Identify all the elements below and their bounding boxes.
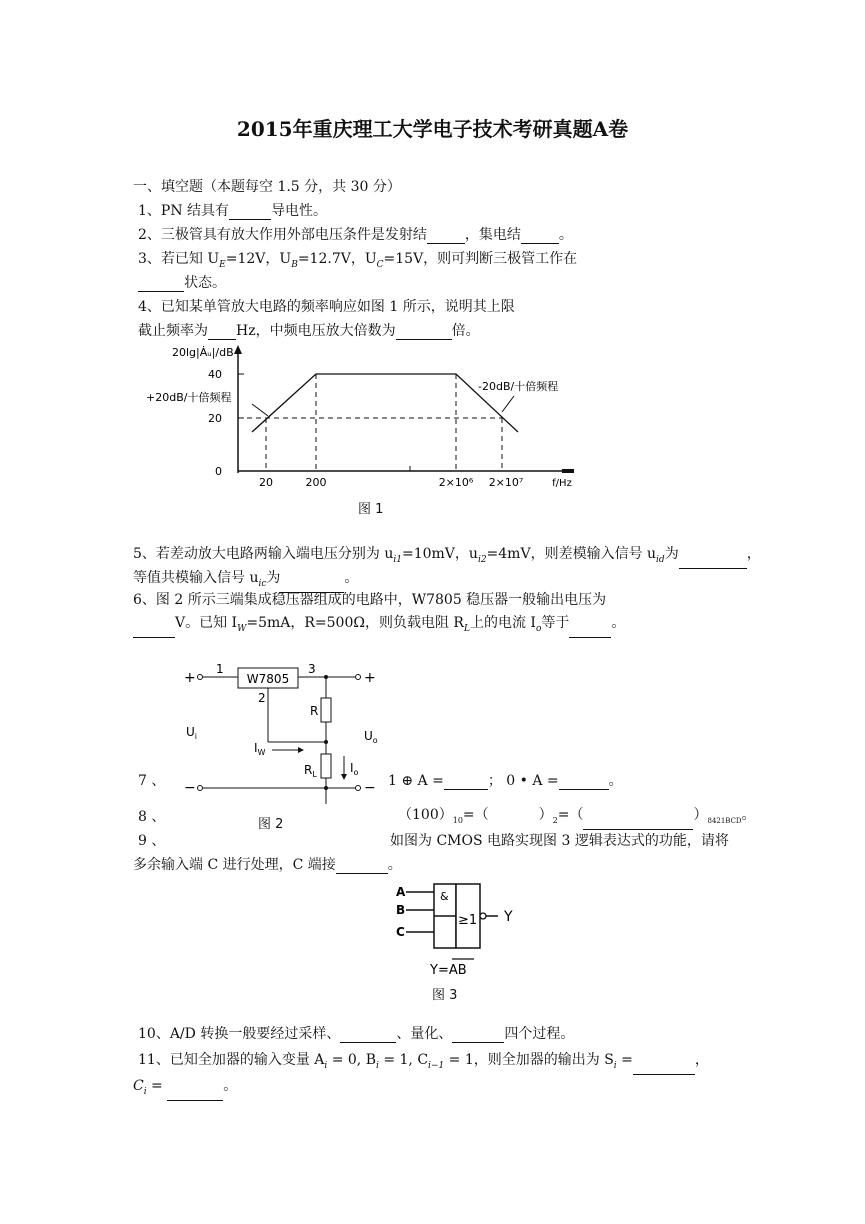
chip-label: W7805: [246, 672, 290, 686]
terminal-out-plus: [356, 675, 361, 680]
answer-blank: [336, 859, 388, 874]
answer-blank: [396, 325, 452, 340]
rl-label: $R_L$: [304, 763, 317, 779]
input-b-label: B: [396, 903, 406, 917]
answer-blank: [444, 775, 488, 790]
figure-1-caption: 图 1: [358, 502, 384, 517]
question-6: 6、图 2 所示三端集成稳压器组成的电路中，W7805 稳压器一般输出电压为: [133, 592, 607, 608]
answer-blank: [583, 815, 693, 830]
uo-label: $U_o$: [364, 729, 378, 745]
x-tick-200: 200: [305, 476, 327, 489]
figure-1-plot: [140, 340, 590, 490]
answer-blank: [569, 623, 611, 638]
terminal-in-minus: [198, 786, 203, 791]
annotation-right-pointer: [502, 396, 514, 412]
answer-blank: [521, 229, 559, 244]
question-5-cont: 等值共模输入信号 $u_{ic}$为 。: [133, 569, 358, 593]
iw-arrowhead: [298, 747, 304, 753]
pin-2: 2: [258, 691, 266, 705]
answer-blank: [633, 1060, 695, 1075]
junction-dot: [324, 740, 328, 744]
x-tick-2e7: 2×10⁷: [488, 476, 524, 489]
question-7: 1 ⊕ A = ； 0 • A = 。: [388, 773, 623, 789]
question-11-cont: $C_i$ = 。: [133, 1077, 237, 1101]
logic-expression: Y=AB: [430, 963, 467, 978]
question-10: 10、A/D 转换一般要经过采样、 、量化、 四个过程。: [138, 1026, 575, 1042]
input-c-label: C: [396, 925, 405, 939]
x-tick-2e6: 2×10⁶: [438, 476, 474, 489]
question-5: 5、若差动放大电路两输入端电压分别为 $u_{i1}=10mV$，$u_{i2}=4mV$，则差模输入信号 $u_{id}$为 ，: [133, 545, 761, 569]
question-9-number: 9 、: [138, 833, 166, 849]
plus-out: +: [364, 670, 376, 686]
pin-3: 3: [308, 662, 316, 676]
figure-3-caption: 图 3: [432, 988, 458, 1003]
fig1-ylabel: 20lg|Ȧᵤ|/dB: [172, 346, 234, 359]
answer-blank: [133, 623, 175, 638]
or-symbol: ≥1: [458, 913, 478, 928]
ui-label: $U_i$: [186, 725, 198, 741]
input-a-label: A: [396, 885, 406, 899]
section-heading: 一、填空题（本题每空 1.5 分，共 30 分）: [133, 179, 401, 195]
x-axis-arrow: [562, 469, 574, 473]
question-1: 1、PN 结具有 导电性。: [138, 203, 328, 219]
question-2: 2、三极管具有放大作用外部电压条件是发射结 ，集电结 。: [138, 227, 573, 243]
y-tick-40: 40: [208, 368, 222, 381]
figure-3-gate: [390, 880, 530, 980]
answer-blank: [138, 277, 184, 292]
annotation-right: -20dB/十倍频程: [478, 380, 559, 393]
question-6-cont: V。已知 $I_W=5mA$，R=500Ω，则负载电阻 $R_L$上的电流 $I_o$等于 。: [133, 614, 625, 638]
output-y-label: Y: [504, 909, 513, 925]
answer-blank: [559, 775, 609, 790]
iw-label: $I_W$: [254, 741, 266, 757]
y-tick-0: 0: [215, 465, 222, 478]
x-tick-20: 20: [259, 476, 273, 489]
pin-1: 1: [216, 662, 224, 676]
answer-blank: [167, 1086, 223, 1101]
resistor-r: [321, 698, 331, 722]
plus-in: +: [184, 670, 196, 686]
page-title: 2015年重庆理工大学电子技术考研真题A卷: [236, 117, 629, 141]
and-symbol: &: [440, 890, 449, 903]
question-3-cont: 状态。: [138, 274, 226, 292]
y-axis-arrow: [234, 345, 242, 354]
answer-blank: [427, 229, 465, 244]
answer-blank: [340, 1028, 396, 1043]
fig1-xlabel: f/Hz: [552, 478, 572, 489]
question-9: 如图为 CMOS 电路实现图 3 逻辑表达式的功能，请将: [390, 833, 729, 849]
annotation-left-pointer: [252, 404, 268, 416]
question-8: $(100)_{10}=$（ ）$_2=$（ ）$_{8421BCD}$。: [398, 806, 756, 830]
answer-blank: [452, 1028, 504, 1043]
minus-out: −: [364, 780, 376, 796]
figure-2-caption: 图 2: [258, 817, 284, 832]
question-7-number: 7 、: [138, 773, 166, 789]
question-4: 4、已知某单管放大电路的频率响应如图 1 所示，说明其上限: [138, 299, 515, 315]
annotation-left: +20dB/十倍频程: [146, 391, 232, 404]
question-8-number: 8 、: [138, 809, 166, 825]
resistor-rl: [321, 754, 331, 778]
junction-dot: [324, 786, 328, 790]
io-arrowhead: [341, 774, 347, 780]
answer-blank: [679, 554, 747, 569]
answer-blank: [229, 205, 271, 220]
minus-in: −: [184, 780, 196, 796]
y-tick-20: 20: [208, 412, 222, 425]
figure-2-circuit: [178, 660, 383, 810]
answer-blank: [208, 325, 236, 340]
question-11: 11、已知全加器的输入变量 $A_i = 0$, $B_i = 1$, $C_{i-1} = 1$，则全加器的输出为 $S_i$ = ，: [138, 1051, 709, 1075]
question-4-cont: 截止频率为 Hz，中频电压放大倍数为 倍。: [138, 323, 480, 339]
inversion-bubble: [480, 913, 486, 919]
question-3: 3、若已知 $U_E=12V$，$U_B=12.7V$，$U_C=15V$，则可判断三极管工作在: [138, 251, 578, 270]
terminal-in-plus: [198, 675, 203, 680]
terminal-out-minus: [356, 786, 361, 791]
io-label: $I_o$: [350, 761, 359, 777]
r-label: R: [310, 704, 319, 718]
question-9-cont: 多余输入端 C 进行处理，C 端接 。: [133, 857, 402, 873]
